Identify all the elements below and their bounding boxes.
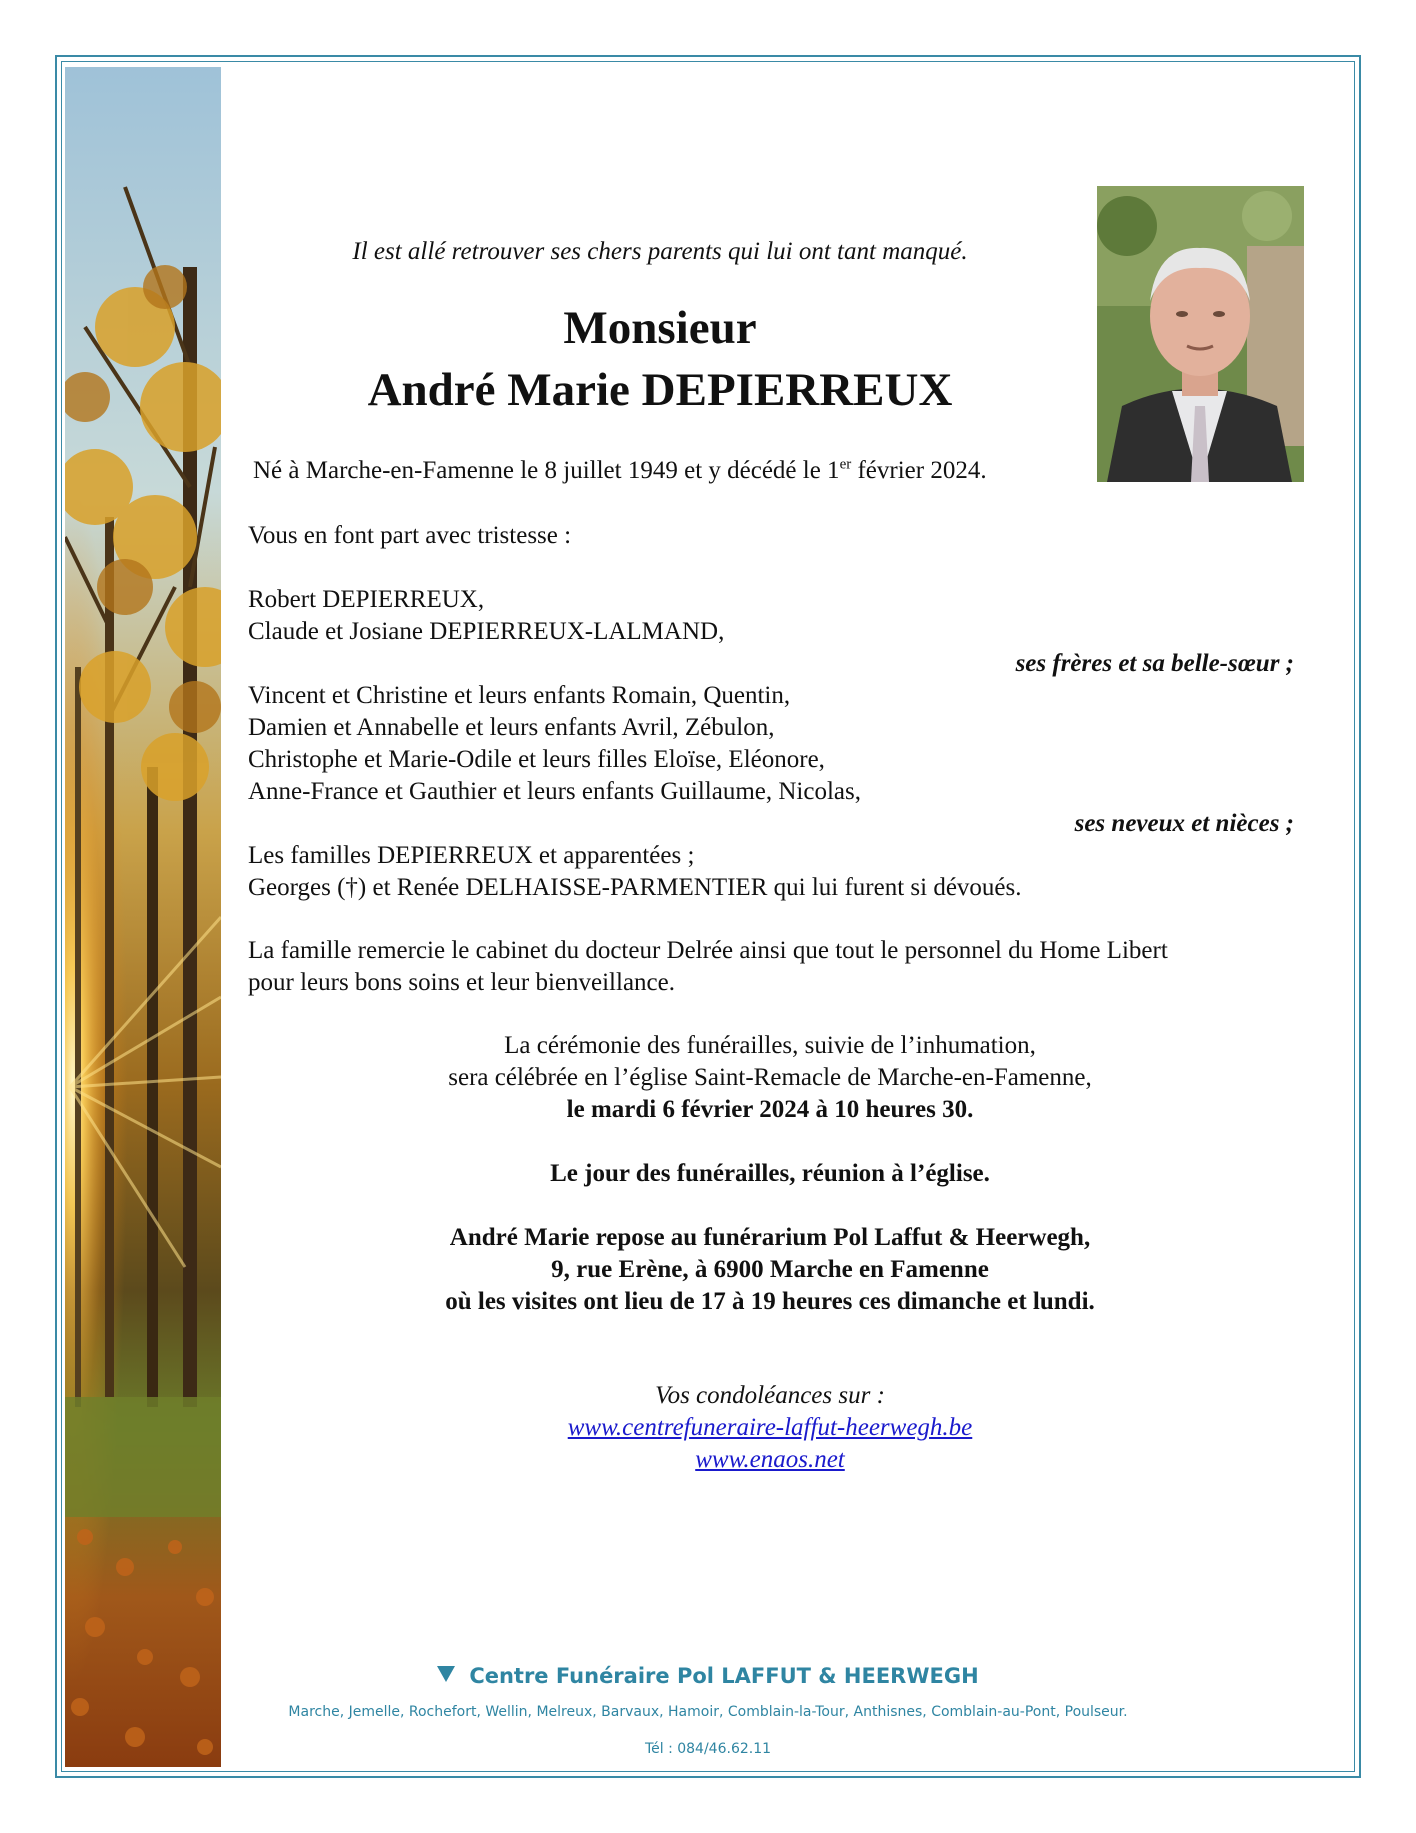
condolences-label: Vos condoléances sur :: [655, 1382, 885, 1409]
meeting-line: Le jour des funérailles, réunion à l’église.: [550, 1160, 990, 1187]
deceased-name: André Marie DEPIERREUX: [367, 364, 953, 416]
birth-death-text-end: février 2024.: [851, 457, 987, 484]
funeral-home-name: Centre Funéraire Pol LAFFUT & HEERWEGH: [469, 1664, 979, 1688]
visiting-hours: où les visites ont lieu de 17 à 19 heures ces dimanche et lundi.: [445, 1288, 1095, 1315]
ceremony-date: le mardi 6 février 2024 à 10 heures 30.: [566, 1096, 974, 1123]
funeral-home-locations: Marche, Jemelle, Rochefort, Wellin, Melreux, Barvaux, Hamoir, Comblain-la-Tour, Anthisnes, Comblain-au-Pont, Poulseur.: [288, 1704, 1128, 1720]
funerarium-line: André Marie repose au funérarium Pol Laffut & Heerwegh,: [449, 1224, 1091, 1251]
ordinal-suffix: er: [839, 456, 852, 473]
condolences-link-enaos[interactable]: www.enaos.net: [695, 1446, 845, 1473]
birth-death-line: [253, 455, 987, 487]
thanks-line: La famille remercie le cabinet du docteur Delrée ainsi que tout le personnel du Home Libert: [248, 937, 1168, 964]
family-line: Les familles DEPIERREUX et apparentées ;: [248, 842, 695, 869]
family-line: Damien et Annabelle et leurs enfants Avril, Zébulon,: [248, 714, 775, 741]
ceremony-line: La cérémonie des funérailles, suivie de l’inhumation,: [504, 1032, 1036, 1059]
title-honorific: Monsieur: [563, 302, 757, 354]
family-line: Christophe et Marie-Odile et leurs filles Eloïse, Eléonore,: [248, 746, 825, 773]
birth-death-text: Né à Marche-en-Famenne le 8 juillet 1949 et y décédé le 1: [253, 457, 840, 484]
relation-brothers: ses frères et sa belle-sœur ;: [1015, 650, 1294, 677]
condolences-link-wrap: [225, 1444, 1315, 1476]
ceremony-line: sera célébrée en l’église Saint-Remacle de Marche-en-Famenne,: [448, 1064, 1092, 1091]
funeral-home-name-row: [0, 1664, 1416, 1688]
autumn-forest-image: [65, 67, 221, 1767]
family-line: Robert DEPIERREUX,: [248, 586, 485, 613]
family-line: Anne-France et Gauthier et leurs enfants Guillaume, Nicolas,: [248, 778, 861, 805]
portrait-photo: [1097, 186, 1304, 482]
condolences-link-laffut[interactable]: www.centrefuneraire-laffut-heerwegh.be: [567, 1414, 973, 1441]
family-line: Georges (†) et Renée DELHAISSE-PARMENTIER qui lui furent si dévoués.: [248, 874, 1022, 901]
intro-line: Vous en font part avec tristesse :: [248, 522, 572, 549]
family-line: Claude et Josiane DEPIERREUX-LALMAND,: [248, 618, 725, 645]
funerarium-address: 9, rue Erène, à 6900 Marche en Famenne: [551, 1256, 989, 1283]
family-line: Vincent et Christine et leurs enfants Romain, Quentin,: [248, 682, 791, 709]
funeral-home-phone: Tél : 084/46.62.11: [644, 1741, 772, 1757]
thanks-line: pour leurs bons soins et leur bienveillance.: [248, 969, 675, 996]
condolences-link-wrap: [225, 1412, 1315, 1444]
triangle-down-icon: [437, 1666, 455, 1682]
relation-nephews: ses neveux et nièces ;: [1074, 810, 1294, 837]
epigraph: Il est allé retrouver ses chers parents qui lui ont tant manqué.: [352, 238, 968, 265]
